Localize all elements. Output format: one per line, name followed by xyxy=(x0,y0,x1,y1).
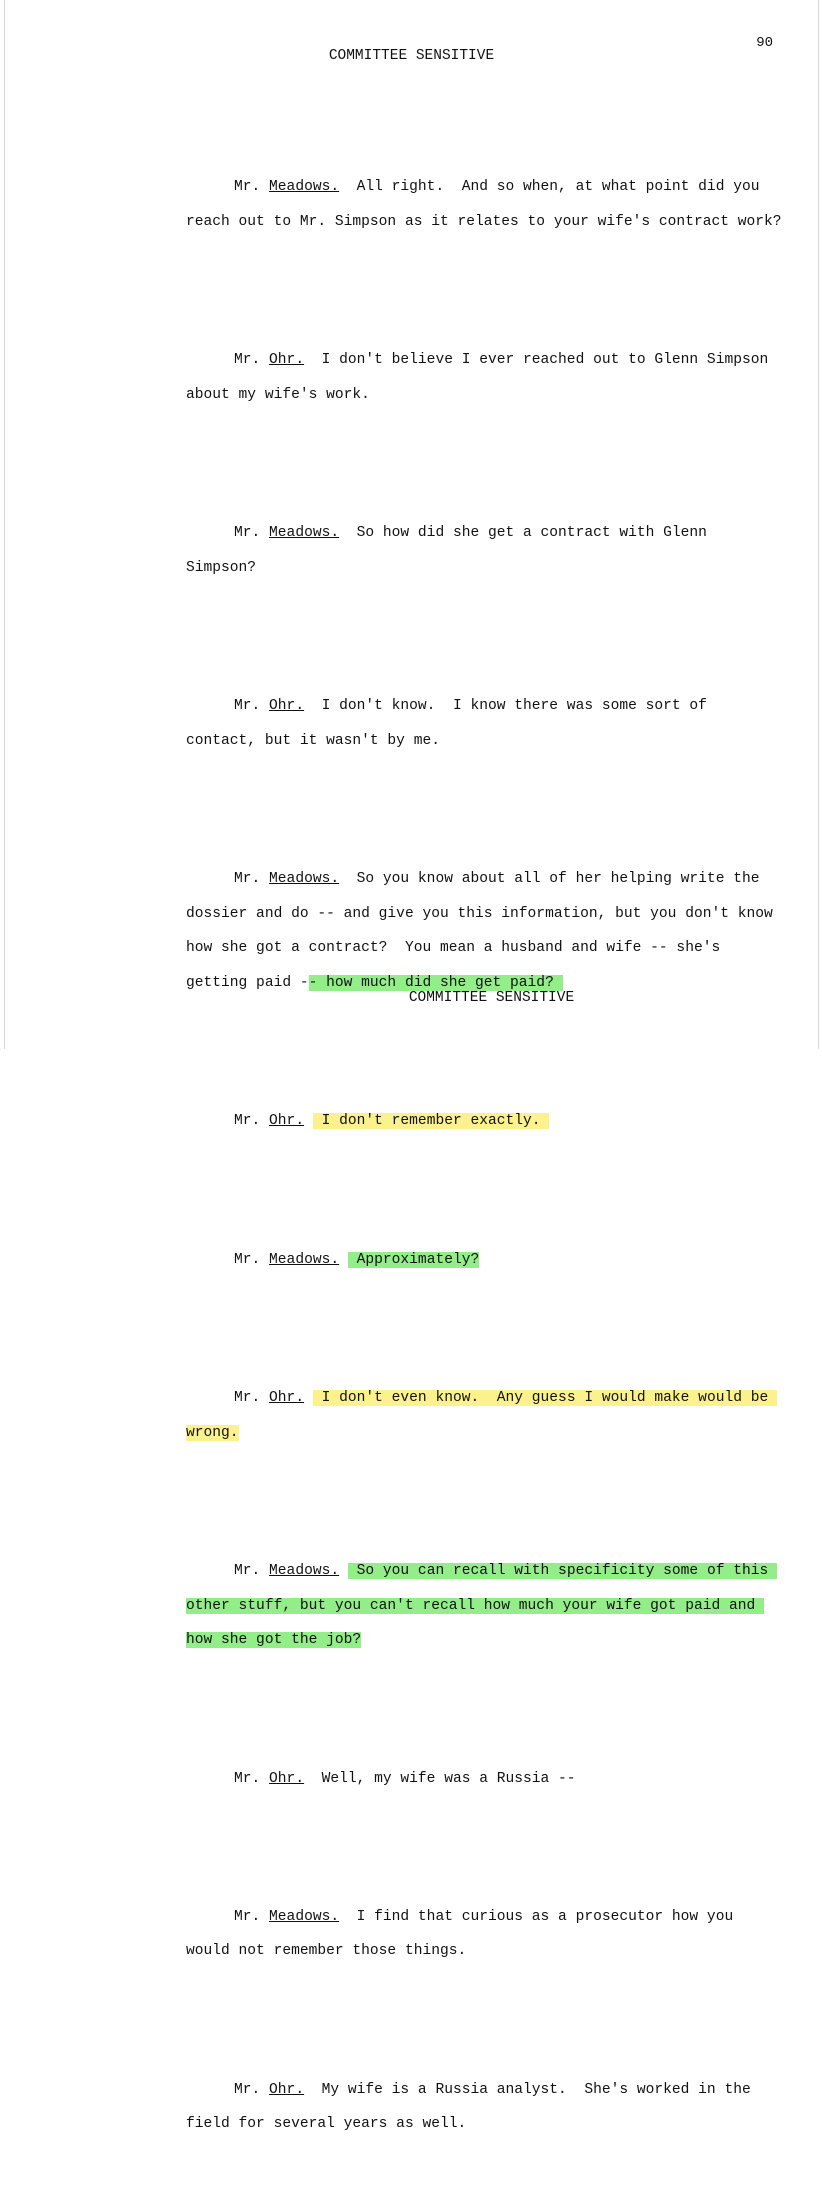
speaker-title: Mr. xyxy=(234,2081,261,2098)
transcript-turn xyxy=(186,1104,782,1139)
speaker-name: Ohr. xyxy=(269,1113,305,1130)
speaker-title: Mr. xyxy=(234,179,261,196)
highlighted-text: So you can recall with specificity some of this other stuff, but you can't recall how much your wife got paid and how she got the job? xyxy=(186,1562,778,1649)
speech-text: So how did she get a contract with Glenn Simpson? xyxy=(186,525,716,576)
speaker-title: Mr. xyxy=(234,525,261,542)
transcript-body xyxy=(186,101,782,2211)
speech-text: I find that curious as a prosecutor how you would not remember those things. xyxy=(186,1908,742,1960)
speech-text: My wife is a Russia analyst. She's worked in the field for several years as well. xyxy=(186,2081,760,2133)
transcript-turn xyxy=(186,689,782,758)
transcript-turn xyxy=(186,2073,782,2142)
speaker-name: Ohr. xyxy=(269,2081,305,2098)
transcript-turn xyxy=(186,1762,782,1797)
speaker-title: Mr. xyxy=(234,1562,261,1579)
highlighted-text: - how much did she get paid? xyxy=(308,974,563,991)
speaker-name: Ohr. xyxy=(269,1770,305,1787)
speaker-title: Mr. xyxy=(234,871,261,888)
transcript-turn xyxy=(186,1243,782,1278)
speaker-name: Meadows. xyxy=(269,1562,340,1579)
speaker-name: Meadows. xyxy=(269,871,340,888)
transcript-turn xyxy=(186,516,782,585)
speech-text: All right. And so when, at what point did you reach out to Mr. Simpson as it relates to your wife's contract work? xyxy=(186,179,782,230)
page-footer: COMMITTEE SENSITIVE xyxy=(408,990,575,1006)
speaker-name: Meadows. xyxy=(269,525,340,542)
speaker-title: Mr. xyxy=(234,1251,261,1268)
transcript-turn xyxy=(186,1554,782,1658)
highlighted-text: I don't even know. Any guess I would make would be wrong. xyxy=(186,1389,778,1441)
speech-text: So you know about all of her helping write the dossier and do -- and give you this information, but you don't know how she got a contract? You mean a husband and wife -- she's getting paid - xyxy=(186,871,782,991)
speech-text: I don't know. I know there was some sort of contact, but it wasn't by me. xyxy=(186,698,716,749)
highlighted-text: Approximately? xyxy=(347,1251,480,1268)
speaker-title: Mr. xyxy=(234,352,261,369)
speech-text: Well, my wife was a Russia -- xyxy=(321,1770,576,1787)
speaker-name: Meadows. xyxy=(269,1251,340,1268)
page-number: 90 xyxy=(756,35,773,51)
transcript-turn xyxy=(186,343,782,412)
speaker-title: Mr. xyxy=(234,1113,261,1130)
speaker-name: Ohr. xyxy=(269,1389,305,1406)
page-header: COMMITTEE SENSITIVE xyxy=(328,48,495,64)
speaker-title: Mr. xyxy=(234,698,261,715)
speaker-name: Ohr. xyxy=(269,698,305,715)
speaker-name: Meadows. xyxy=(269,179,340,196)
speaker-name: Meadows. xyxy=(269,1908,340,1925)
speech-text: I don't believe I ever reached out to Glenn Simpson about my wife's work. xyxy=(186,352,778,403)
speaker-title: Mr. xyxy=(234,1770,261,1787)
transcript-turn xyxy=(186,1900,782,1969)
transcript-turn xyxy=(186,862,782,1000)
speaker-title: Mr. xyxy=(234,1908,261,1925)
highlighted-text: I don't remember exactly. xyxy=(312,1113,550,1130)
transcript-turn xyxy=(186,170,782,239)
speaker-title: Mr. xyxy=(234,1389,261,1406)
transcript-turn xyxy=(186,1381,782,1450)
document-page xyxy=(4,0,819,2133)
speaker-name: Ohr. xyxy=(269,352,305,369)
